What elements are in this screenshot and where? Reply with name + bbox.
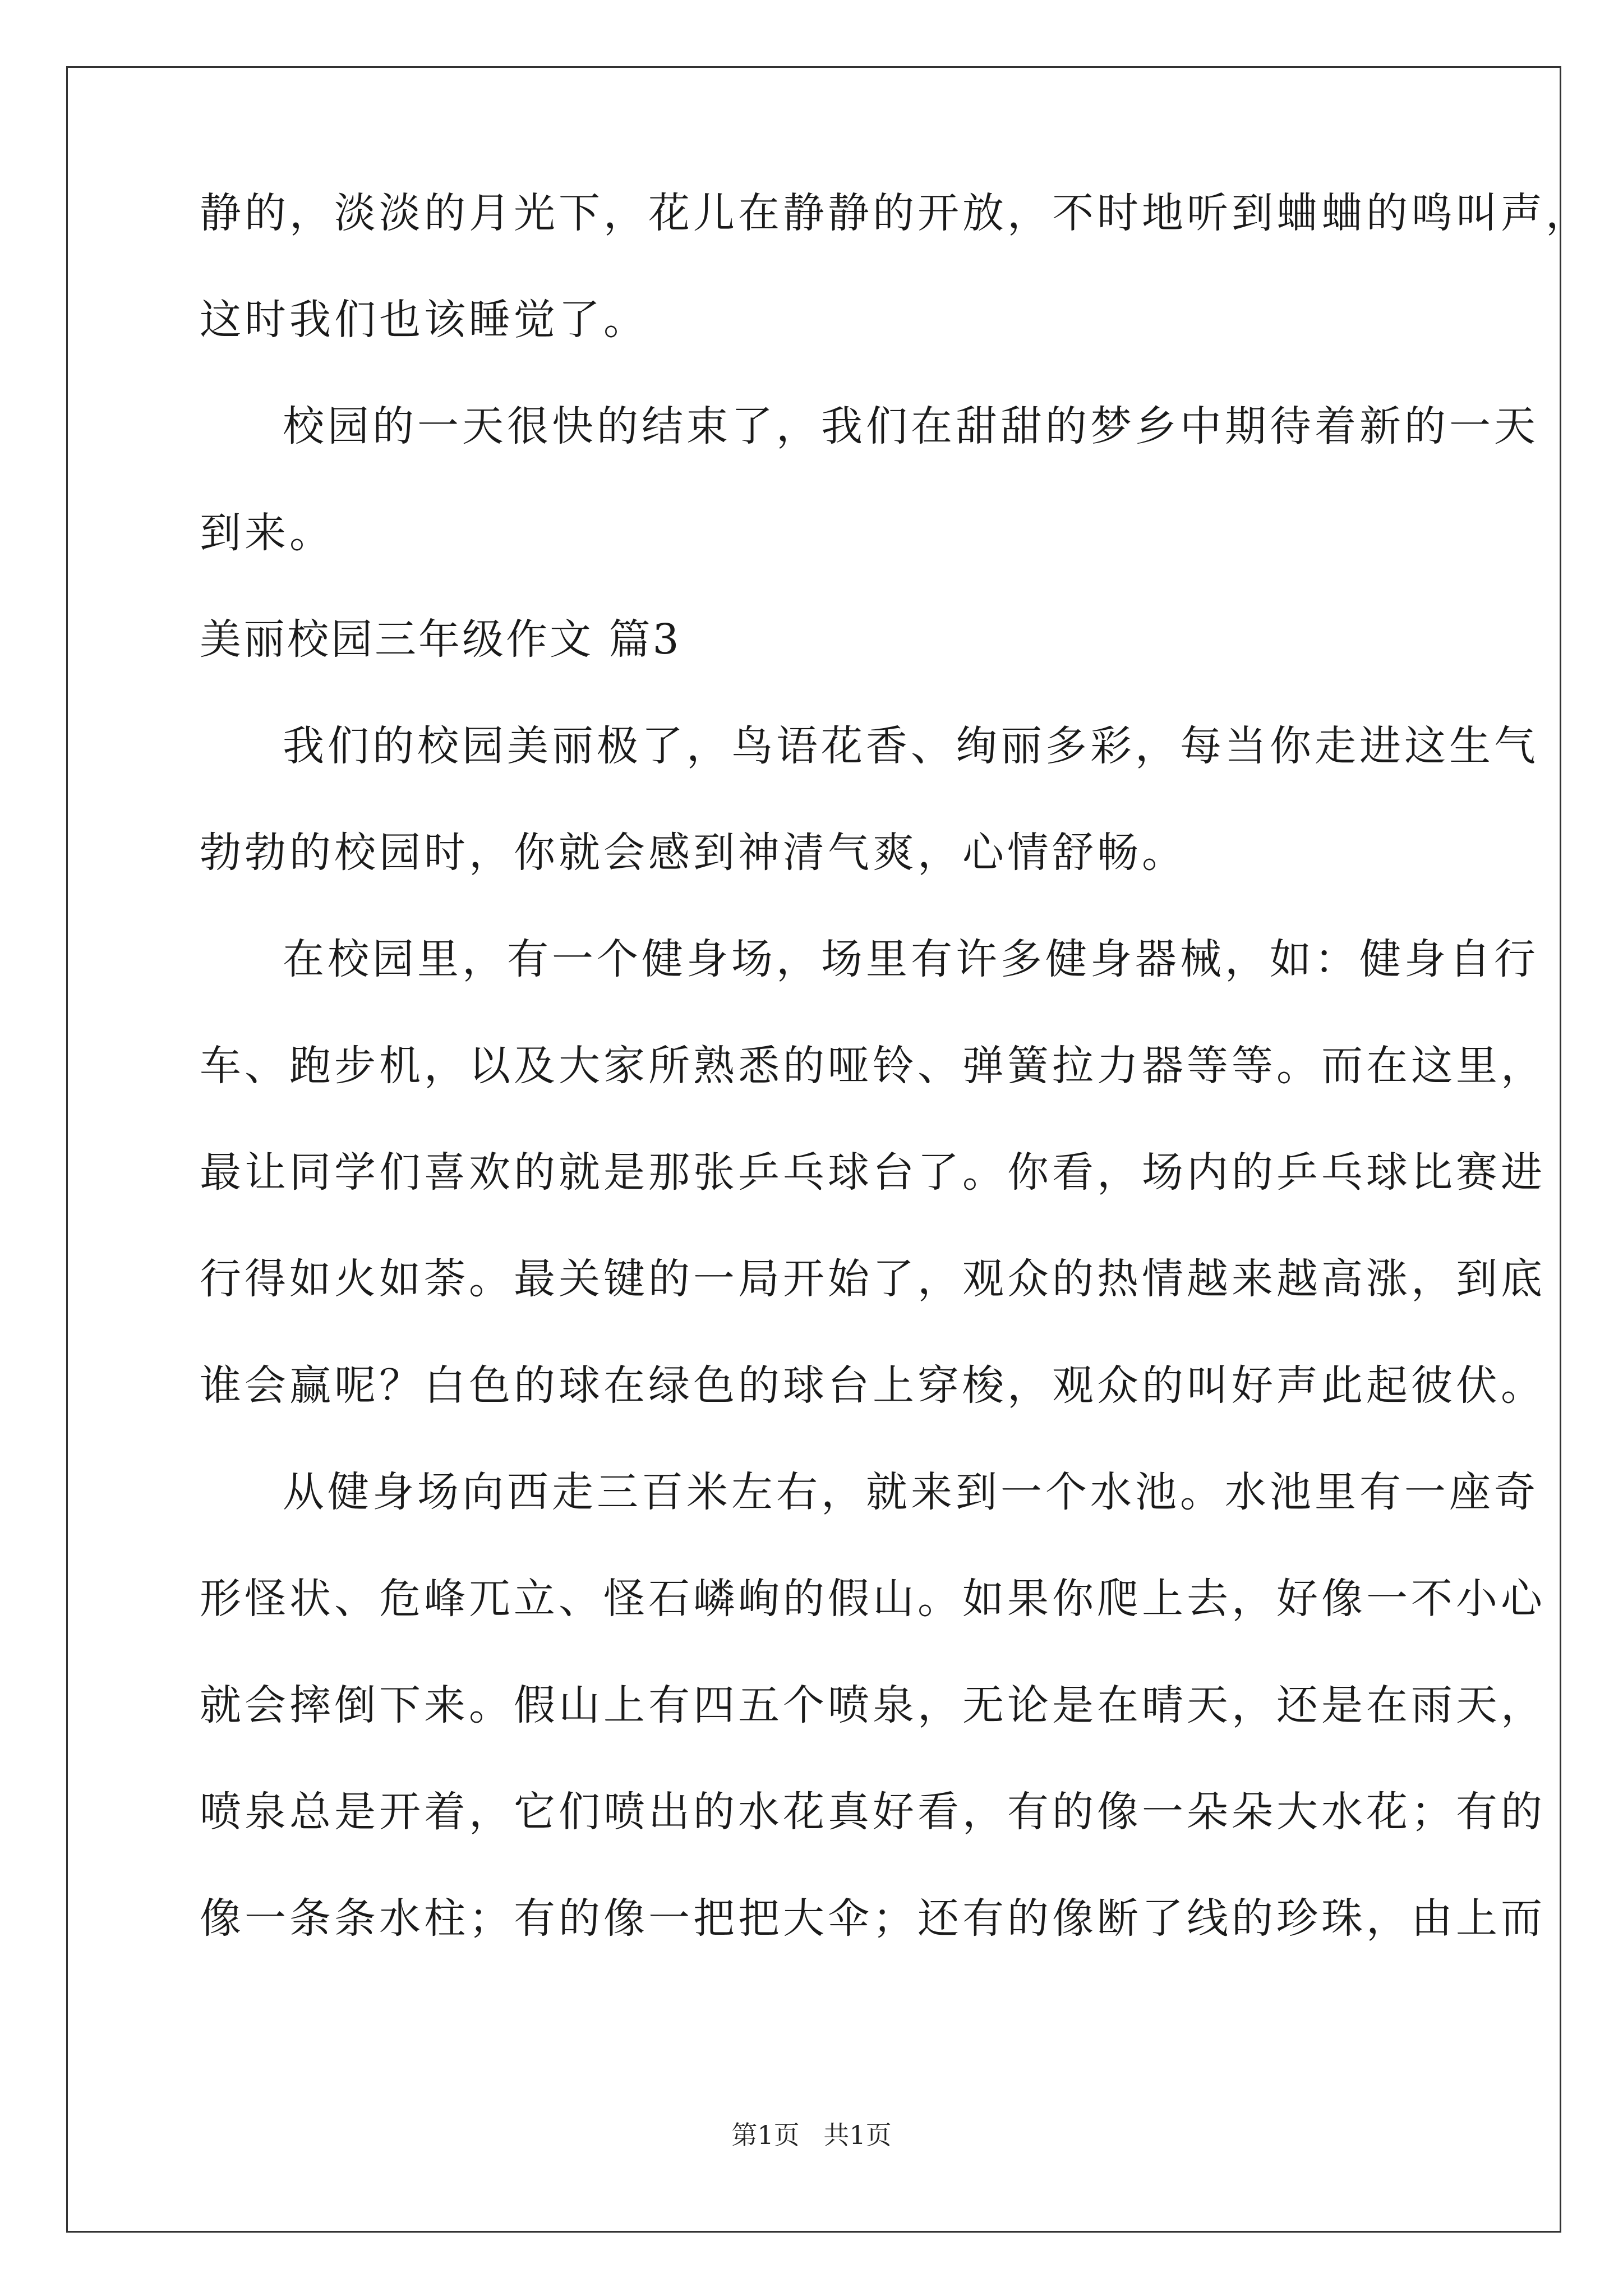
text-line: 在校园里，有一个健身场，场里有许多健身器械，如：健身自行 (283, 935, 1539, 983)
text-line: 像一条条水柱；有的像一把把大伞；还有的像断了线的珍珠，由上而 (200, 1894, 1546, 1943)
text-line: 静的，淡淡的月光下，花儿在静静的开放，不时地听到蛐蛐的鸣叫声， (200, 189, 1590, 237)
text-line: 形怪状、危峰兀立、怪石嶙峋的假山。如果你爬上去，好像一不小心 (200, 1575, 1546, 1623)
text-line: 行得如火如荼。最关键的一局开始了，观众的热情越来越高涨，到底 (200, 1255, 1546, 1303)
text-line: 喷泉总是开着，它们喷出的水花真好看，有的像一朵朵大水花；有的 (200, 1788, 1546, 1836)
page-number: 第1页 (731, 2120, 800, 2150)
section-heading: 美丽校园三年级作文 篇3 (200, 615, 681, 664)
page-footer (0, 2118, 1623, 2152)
text-line: 这时我们也该睡觉了。 (200, 296, 648, 344)
text-line: 校园的一天很快的结束了，我们在甜甜的梦乡中期待着新的一天 (283, 402, 1539, 450)
text-line: 从健身场向西走三百米左右，就来到一个水池。水池里有一座奇 (283, 1468, 1539, 1516)
text-line: 最让同学们喜欢的就是那张乒乓球台了。你看，场内的乒乓球比赛进 (200, 1148, 1546, 1197)
text-line: 车、跑步机，以及大家所熟悉的哑铃、弹簧拉力器等等。而在这里， (200, 1042, 1546, 1090)
text-line: 就会摔倒下来。假山上有四五个喷泉，无论是在晴天，还是在雨天， (200, 1681, 1546, 1729)
text-line: 勃勃的校园时，你就会感到神清气爽，心情舒畅。 (200, 829, 1187, 877)
text-line: 到来。 (200, 509, 334, 557)
text-line: 我们的校园美丽极了，鸟语花香、绚丽多彩，每当你走进这生气 (283, 722, 1539, 770)
page-total: 共1页 (823, 2120, 892, 2150)
text-line: 谁会赢呢？白色的球在绿色的球台上穿梭，观众的叫好声此起彼伏。 (200, 1361, 1546, 1410)
